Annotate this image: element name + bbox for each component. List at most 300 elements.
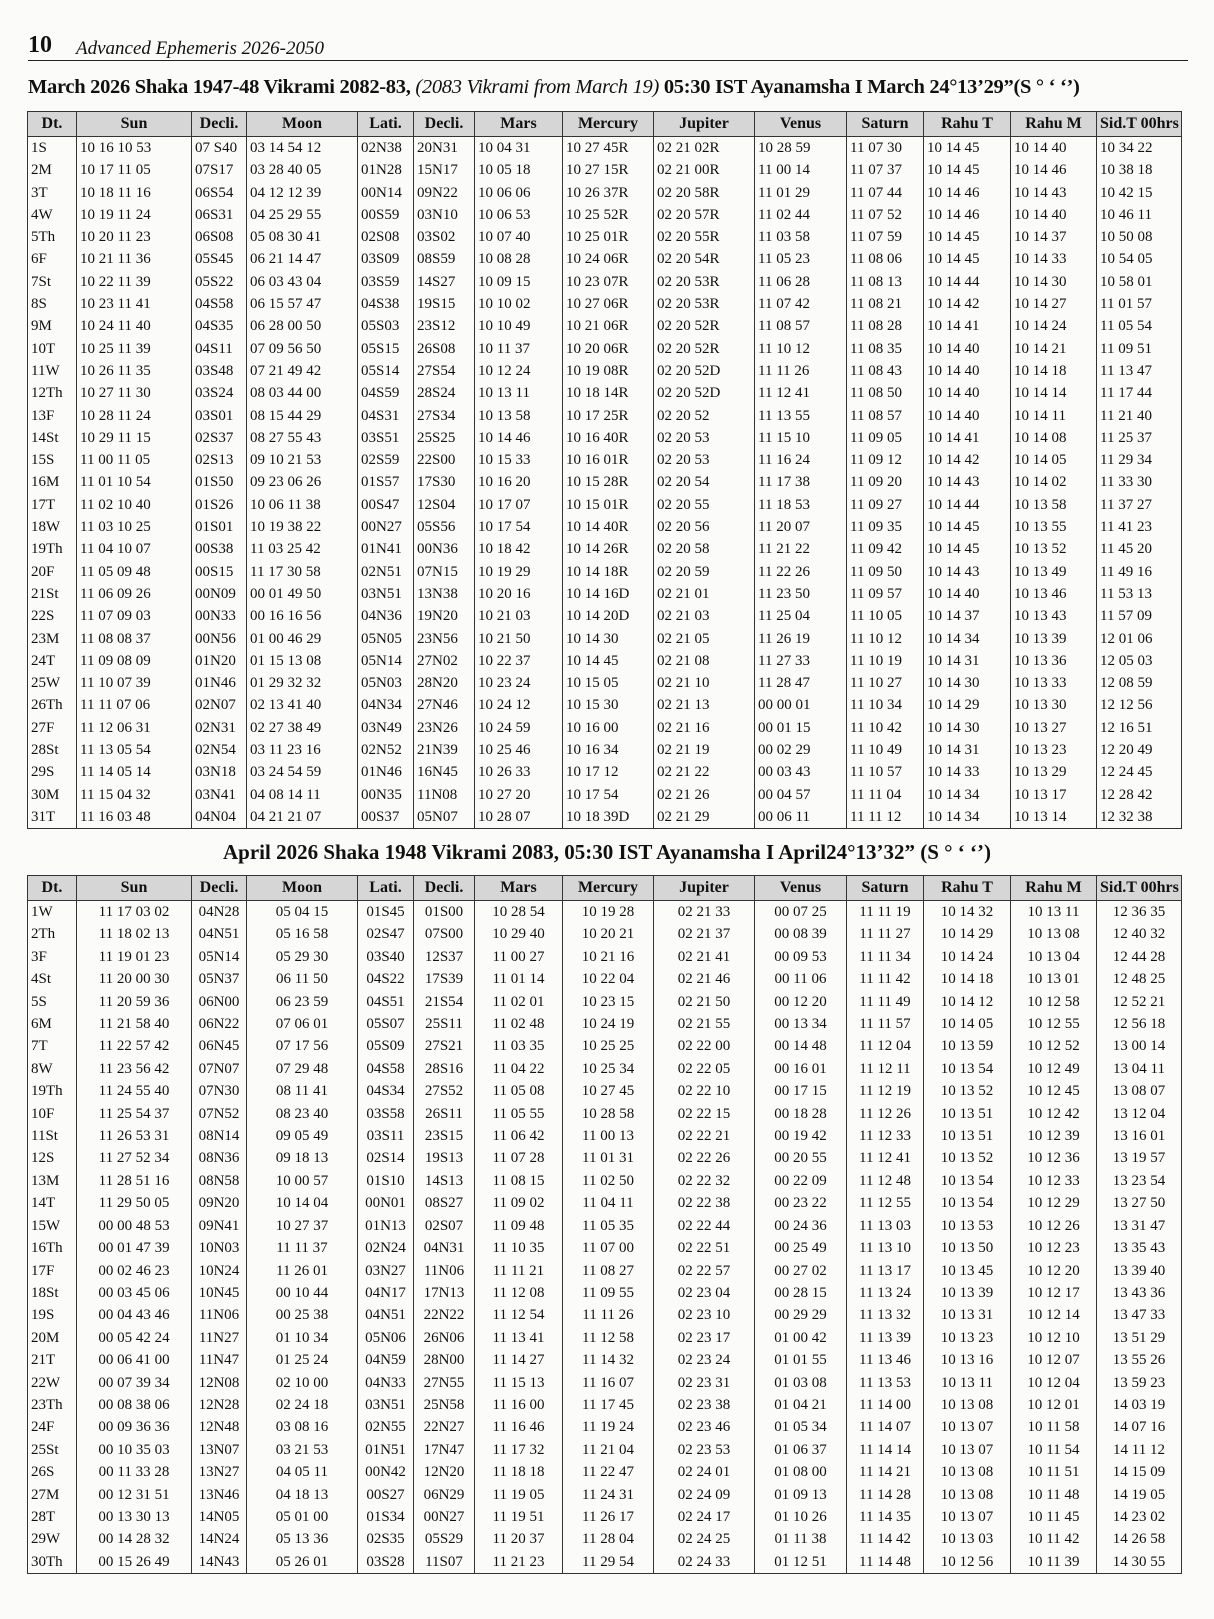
table-cell: 11 08 06 [847, 248, 924, 270]
april-col-moon-3: Moon [247, 876, 358, 901]
table-cell: 10 13 49 [1011, 561, 1097, 583]
table-cell: 10 15 28R [563, 471, 654, 493]
table-cell: 13 27 50 [1097, 1192, 1182, 1214]
table-cell: 10 22 11 39 [77, 271, 192, 293]
table-cell: 07 06 01 [247, 1013, 358, 1035]
table-cell: 05S14 [358, 360, 414, 382]
table-cell: 11 33 30 [1097, 471, 1182, 493]
table-cell: 2Th [28, 923, 77, 945]
table-cell: 12S37 [414, 946, 475, 968]
table-cell: 08 03 44 00 [247, 382, 358, 404]
table-cell: 11 17 30 58 [247, 561, 358, 583]
april-col-lati-4: Lati. [358, 876, 414, 901]
table-cell: 04S22 [358, 968, 414, 990]
table-cell: 11 18 02 13 [77, 923, 192, 945]
table-cell: 31T [28, 806, 77, 829]
table-cell: 10 19 11 24 [77, 204, 192, 226]
table-cell: 03S59 [358, 271, 414, 293]
table-cell: 10 14 18 [1011, 360, 1097, 382]
table-cell: 03N51 [358, 1394, 414, 1416]
table-cell: 02 21 08 [654, 650, 755, 672]
table-cell: 02 20 52R [654, 338, 755, 360]
table-cell: 10 17 11 05 [77, 159, 192, 181]
table-cell: 23S12 [414, 315, 475, 337]
table-cell: 12 01 06 [1097, 628, 1182, 650]
table-cell: 10 04 31 [475, 137, 563, 160]
table-cell: 16Th [28, 1237, 77, 1259]
table-cell: 10 17 07 [475, 494, 563, 516]
table-cell: 11 09 55 [563, 1282, 654, 1304]
table-cell: 10 20 16 [475, 583, 563, 605]
table-cell: 02N31 [192, 717, 247, 739]
table-cell: 10 06 11 38 [247, 494, 358, 516]
table-cell: 11 28 04 [563, 1528, 654, 1550]
table-cell: 00 28 15 [755, 1282, 847, 1304]
table-cell: 27S34 [414, 405, 475, 427]
table-cell: 02 20 55R [654, 226, 755, 248]
table-cell: 03S40 [358, 946, 414, 968]
table-cell: 01N13 [358, 1215, 414, 1237]
table-cell: 11 15 04 32 [77, 784, 192, 806]
table-row [28, 1192, 1182, 1214]
table-cell: 02 22 26 [654, 1147, 755, 1169]
table-cell: 02 21 46 [654, 968, 755, 990]
table-cell: 10 14 11 [1011, 405, 1097, 427]
table-cell: 10 21 06R [563, 315, 654, 337]
table-cell: 08S27 [414, 1192, 475, 1214]
table-cell: 10 17 54 [563, 784, 654, 806]
table-cell: 11 09 42 [847, 538, 924, 560]
table-cell: 13N38 [414, 583, 475, 605]
table-cell: 03 08 16 [247, 1416, 358, 1438]
table-cell: 11 03 35 [475, 1035, 563, 1057]
table-cell: 01 01 55 [755, 1349, 847, 1371]
table-cell: 18W [28, 516, 77, 538]
table-cell: 10 14 18R [563, 561, 654, 583]
table-cell: 10F [28, 1103, 77, 1125]
table-cell: 08S59 [414, 248, 475, 270]
table-cell: 11 07 59 [847, 226, 924, 248]
table-cell: 07S17 [192, 159, 247, 181]
march-col-decli-2: Decli. [192, 112, 247, 137]
table-cell: 16N45 [414, 761, 475, 783]
table-cell: 27S52 [414, 1080, 475, 1102]
table-cell: 10 12 58 [1011, 991, 1097, 1013]
table-cell: 10 14 34 [924, 784, 1011, 806]
table-cell: 11 14 07 [847, 1416, 924, 1438]
table-cell: 10 10 02 [475, 293, 563, 315]
table-cell: 24T [28, 650, 77, 672]
table-cell: 05S07 [358, 1013, 414, 1035]
table-cell: 11 27 33 [755, 650, 847, 672]
table-cell: 02 10 00 [247, 1372, 358, 1394]
table-row [28, 1416, 1182, 1438]
table-cell: 21S54 [414, 991, 475, 1013]
table-cell: 10 14 45 [563, 650, 654, 672]
table-cell: 19S [28, 1304, 77, 1326]
table-cell: 04 05 11 [247, 1461, 358, 1483]
table-cell: 11 12 26 [847, 1103, 924, 1125]
table-cell: 16M [28, 471, 77, 493]
table-cell: 12 05 03 [1097, 650, 1182, 672]
table-cell: 10 18 42 [475, 538, 563, 560]
table-cell: 10 22 37 [475, 650, 563, 672]
table-cell: 11 16 24 [755, 449, 847, 471]
table-cell: 11 11 57 [847, 1013, 924, 1035]
table-cell: 11 28 47 [755, 672, 847, 694]
table-cell: 10 12 49 [1011, 1058, 1097, 1080]
table-cell: 27S54 [414, 360, 475, 382]
table-cell: 05S03 [358, 315, 414, 337]
table-cell: 10 14 37 [1011, 226, 1097, 248]
table-cell: 11 07 37 [847, 159, 924, 181]
table-cell: 10 14 46 [1011, 159, 1097, 181]
table-row [28, 717, 1182, 739]
table-cell: 14 23 02 [1097, 1506, 1182, 1528]
table-row [28, 382, 1182, 404]
table-cell: 11 17 32 [475, 1439, 563, 1461]
table-row [28, 226, 1182, 248]
table-cell: 10 14 40 [924, 382, 1011, 404]
table-cell: 11 03 58 [755, 226, 847, 248]
table-cell: 10 14 24 [1011, 315, 1097, 337]
table-cell: 11 21 04 [563, 1439, 654, 1461]
table-cell: 25St [28, 1439, 77, 1461]
table-cell: 11 13 32 [847, 1304, 924, 1326]
table-cell: 11 25 37 [1097, 427, 1182, 449]
table-cell: 11 14 48 [847, 1551, 924, 1574]
table-cell: 11 08 08 37 [77, 628, 192, 650]
table-cell: 10 21 03 [475, 605, 563, 627]
table-cell: 10 14 41 [924, 427, 1011, 449]
table-cell: 11 13 47 [1097, 360, 1182, 382]
table-cell: 09 23 06 26 [247, 471, 358, 493]
table-cell: 10 21 16 [563, 946, 654, 968]
table-cell: 10 54 05 [1097, 248, 1182, 270]
table-cell: 11St [28, 1125, 77, 1147]
table-cell: 11 18 53 [755, 494, 847, 516]
table-cell: 11 26 01 [247, 1260, 358, 1282]
table-cell: 07N15 [414, 561, 475, 583]
table-row [28, 561, 1182, 583]
table-cell: 01N46 [358, 761, 414, 783]
table-cell: 00 15 26 49 [77, 1551, 192, 1574]
table-cell: 11 07 42 [755, 293, 847, 315]
table-cell: 13 55 26 [1097, 1349, 1182, 1371]
table-cell: 10 12 24 [475, 360, 563, 382]
table-cell: 10 14 12 [924, 991, 1011, 1013]
table-cell: 11 20 59 36 [77, 991, 192, 1013]
table-cell: 14N24 [192, 1528, 247, 1550]
table-cell: 11 01 10 54 [77, 471, 192, 493]
table-cell: 11 13 17 [847, 1260, 924, 1282]
table-cell: 02S07 [414, 1215, 475, 1237]
table-cell: 11 10 12 [755, 338, 847, 360]
table-cell: 13 59 23 [1097, 1372, 1182, 1394]
table-cell: 02 21 41 [654, 946, 755, 968]
table-cell: 15S [28, 449, 77, 471]
table-row [28, 516, 1182, 538]
table-cell: 30Th [28, 1551, 77, 1574]
table-cell: 20F [28, 561, 77, 583]
table-cell: 11 11 26 [563, 1304, 654, 1326]
table-cell: 10 14 14 [1011, 382, 1097, 404]
table-cell: 11 17 44 [1097, 382, 1182, 404]
table-cell: 11 37 27 [1097, 494, 1182, 516]
table-cell: 10 11 37 [475, 338, 563, 360]
table-cell: 04N51 [358, 1304, 414, 1326]
table-cell: 10 13 52 [1011, 538, 1097, 560]
table-row [28, 471, 1182, 493]
table-cell: 10 14 20D [563, 605, 654, 627]
table-cell: 10 06 06 [475, 182, 563, 204]
table-row [28, 628, 1182, 650]
table-cell: 11 02 50 [563, 1170, 654, 1192]
table-row [28, 248, 1182, 270]
table-cell: 10 14 34 [924, 806, 1011, 829]
table-cell: 02 22 21 [654, 1125, 755, 1147]
table-cell: 13 43 36 [1097, 1282, 1182, 1304]
table-cell: 18St [28, 1282, 77, 1304]
table-cell: 10 13 52 [924, 1147, 1011, 1169]
table-cell: 23N26 [414, 717, 475, 739]
table-cell: 12 44 28 [1097, 946, 1182, 968]
table-cell: 5Th [28, 226, 77, 248]
table-cell: 11 11 26 [755, 360, 847, 382]
table-cell: 28S24 [414, 382, 475, 404]
table-row [28, 784, 1182, 806]
table-cell: 02 20 52 [654, 405, 755, 427]
march-col-jupiter-8: Jupiter [654, 112, 755, 137]
table-cell: 01N51 [358, 1439, 414, 1461]
table-cell: 05 26 01 [247, 1551, 358, 1574]
table-cell: 11 10 35 [475, 1237, 563, 1259]
table-cell: 01 29 32 32 [247, 672, 358, 694]
table-cell: 00 07 39 34 [77, 1372, 192, 1394]
table-cell: 11 11 42 [847, 968, 924, 990]
march-title-main: March 2026 Shaka 1947-48 Vikrami 2082-83, [28, 76, 416, 98]
table-cell: 11 13 24 [847, 1282, 924, 1304]
table-cell: 02 21 13 [654, 694, 755, 716]
table-cell: 14 26 58 [1097, 1528, 1182, 1550]
table-cell: 01S34 [358, 1506, 414, 1528]
table-cell: 11 21 22 [755, 538, 847, 560]
table-cell: 03N18 [192, 761, 247, 783]
table-cell: 02 21 10 [654, 672, 755, 694]
table-cell: 13M [28, 1170, 77, 1192]
table-cell: 11 06 42 [475, 1125, 563, 1147]
table-cell: 11 08 15 [475, 1170, 563, 1192]
table-cell: 03S24 [192, 382, 247, 404]
table-cell: 10 14 46 [475, 427, 563, 449]
table-cell: 10 24 11 40 [77, 315, 192, 337]
table-cell: 04N17 [358, 1282, 414, 1304]
table-row [28, 1080, 1182, 1102]
table-row [28, 494, 1182, 516]
table-cell: 23N56 [414, 628, 475, 650]
table-cell: 10 11 48 [1011, 1484, 1097, 1506]
table-row [28, 1125, 1182, 1147]
table-cell: 10 14 43 [1011, 182, 1097, 204]
march-title [28, 76, 1188, 99]
table-cell: 04S11 [192, 338, 247, 360]
table-cell: 04 08 14 11 [247, 784, 358, 806]
table-cell: 04S58 [192, 293, 247, 315]
table-row [28, 1528, 1182, 1550]
table-row [28, 650, 1182, 672]
table-cell: 10 20 06R [563, 338, 654, 360]
table-cell: 11 13 41 [475, 1327, 563, 1349]
table-cell: 02 27 38 49 [247, 717, 358, 739]
table-cell: 10 14 30 [924, 717, 1011, 739]
table-cell: 11 07 28 [475, 1147, 563, 1169]
table-cell: 7St [28, 271, 77, 293]
table-cell: 11 22 57 42 [77, 1035, 192, 1057]
table-cell: 00S27 [358, 1484, 414, 1506]
april-ephemeris-table [27, 875, 1182, 1574]
table-cell: 11 10 34 [847, 694, 924, 716]
table-cell: 02S14 [358, 1147, 414, 1169]
table-cell: 05S45 [192, 248, 247, 270]
table-cell: 10 13 29 [1011, 761, 1097, 783]
table-cell: 04 25 29 55 [247, 204, 358, 226]
table-cell: 05N07 [414, 806, 475, 829]
table-cell: 10 12 10 [1011, 1327, 1097, 1349]
table-cell: 10 46 11 [1097, 204, 1182, 226]
table-cell: 10 13 30 [1011, 694, 1097, 716]
table-cell: 12 28 42 [1097, 784, 1182, 806]
table-cell: 10 29 40 [475, 923, 563, 945]
table-cell: 10 15 33 [475, 449, 563, 471]
table-cell: 10 25 01R [563, 226, 654, 248]
table-cell: 00 12 31 51 [77, 1484, 192, 1506]
table-cell: 00 22 09 [755, 1170, 847, 1192]
table-cell: 02S59 [358, 449, 414, 471]
table-cell: 11 18 18 [475, 1461, 563, 1483]
table-cell: 11 13 53 [847, 1372, 924, 1394]
table-cell: 11 09 27 [847, 494, 924, 516]
table-cell: 02 22 32 [654, 1170, 755, 1192]
table-cell: 11 08 28 [847, 315, 924, 337]
table-cell: 10 14 43 [924, 471, 1011, 493]
table-cell: 11N08 [414, 784, 475, 806]
table-cell: 11 09 50 [847, 561, 924, 583]
table-cell: 00 06 41 00 [77, 1349, 192, 1371]
table-cell: 06S08 [192, 226, 247, 248]
table-row [28, 901, 1182, 924]
table-cell: 10 14 29 [924, 923, 1011, 945]
table-cell: 13N07 [192, 1439, 247, 1461]
table-cell: 01N41 [358, 538, 414, 560]
table-cell: 05 16 58 [247, 923, 358, 945]
march-col-decli-5: Decli. [414, 112, 475, 137]
table-cell: 11 49 16 [1097, 561, 1182, 583]
table-cell: 11W [28, 360, 77, 382]
table-cell: 04S51 [358, 991, 414, 1013]
table-cell: 00 08 38 06 [77, 1394, 192, 1416]
table-cell: 08 23 40 [247, 1103, 358, 1125]
table-cell: 11 01 57 [1097, 293, 1182, 315]
table-cell: 00 02 29 [755, 739, 847, 761]
table-row [28, 315, 1182, 337]
table-cell: 03 28 40 05 [247, 159, 358, 181]
table-row [28, 293, 1182, 315]
table-cell: 19S15 [414, 293, 475, 315]
table-cell: 11 09 35 [847, 516, 924, 538]
table-cell: 10 14 45 [924, 226, 1011, 248]
table-cell: 00 16 16 56 [247, 605, 358, 627]
book-title: Advanced Ephemeris 2026-2050 [76, 38, 324, 59]
table-cell: 10 14 43 [924, 561, 1011, 583]
table-cell: 02 22 44 [654, 1215, 755, 1237]
table-cell: 11 11 12 [847, 806, 924, 829]
table-cell: 10 58 01 [1097, 271, 1182, 293]
table-cell: 25S25 [414, 427, 475, 449]
table-cell: 11 14 35 [847, 1506, 924, 1528]
table-cell: 25S11 [414, 1013, 475, 1035]
table-cell: 11 00 27 [475, 946, 563, 968]
table-cell: 10 27 45 [563, 1080, 654, 1102]
table-cell: 10 19 38 22 [247, 516, 358, 538]
table-cell: 26S08 [414, 338, 475, 360]
table-cell: 11 10 07 39 [77, 672, 192, 694]
table-cell: 10 14 30 [563, 628, 654, 650]
table-cell: 02 23 24 [654, 1349, 755, 1371]
table-row [28, 1237, 1182, 1259]
table-cell: 8S [28, 293, 77, 315]
table-cell: 11 12 08 [475, 1282, 563, 1304]
table-cell: 11 14 05 14 [77, 761, 192, 783]
table-cell: 11 10 42 [847, 717, 924, 739]
table-cell: 05N14 [192, 946, 247, 968]
table-cell: 11 04 22 [475, 1058, 563, 1080]
table-row [28, 159, 1182, 181]
table-cell: 11 12 33 [847, 1125, 924, 1147]
table-cell: 11 29 50 05 [77, 1192, 192, 1214]
table-cell: 10 27 45R [563, 137, 654, 160]
table-cell: 10 21 50 [475, 628, 563, 650]
table-cell: 13 08 07 [1097, 1080, 1182, 1102]
table-cell: 10 12 26 [1011, 1215, 1097, 1237]
table-cell: 03 24 54 59 [247, 761, 358, 783]
table-cell: 10 12 07 [1011, 1349, 1097, 1371]
table-cell: 02 20 55 [654, 494, 755, 516]
table-cell: 01 12 51 [755, 1551, 847, 1574]
table-cell: 00 10 35 03 [77, 1439, 192, 1461]
table-cell: 11 23 56 42 [77, 1058, 192, 1080]
table-cell: 00 12 20 [755, 991, 847, 1013]
table-cell: 11 09 57 [847, 583, 924, 605]
table-cell: 10 14 40 [924, 338, 1011, 360]
table-cell: 07 17 56 [247, 1035, 358, 1057]
table-row [28, 672, 1182, 694]
table-cell: 02 21 26 [654, 784, 755, 806]
table-cell: 6M [28, 1013, 77, 1035]
table-cell: 10 13 23 [924, 1327, 1011, 1349]
table-cell: 10 24 06R [563, 248, 654, 270]
table-cell: 00 11 06 [755, 968, 847, 990]
table-cell: 13 19 57 [1097, 1147, 1182, 1169]
table-cell: 10 17 25R [563, 405, 654, 427]
table-cell: 11 13 46 [847, 1349, 924, 1371]
table-cell: 11 10 27 [847, 672, 924, 694]
table-cell: 02 21 22 [654, 761, 755, 783]
table-cell: 03S51 [358, 427, 414, 449]
table-cell: 04S31 [358, 405, 414, 427]
table-cell: 28T [28, 1506, 77, 1528]
april-col-mercury-7: Mercury [563, 876, 654, 901]
table-cell: 13 12 04 [1097, 1103, 1182, 1125]
